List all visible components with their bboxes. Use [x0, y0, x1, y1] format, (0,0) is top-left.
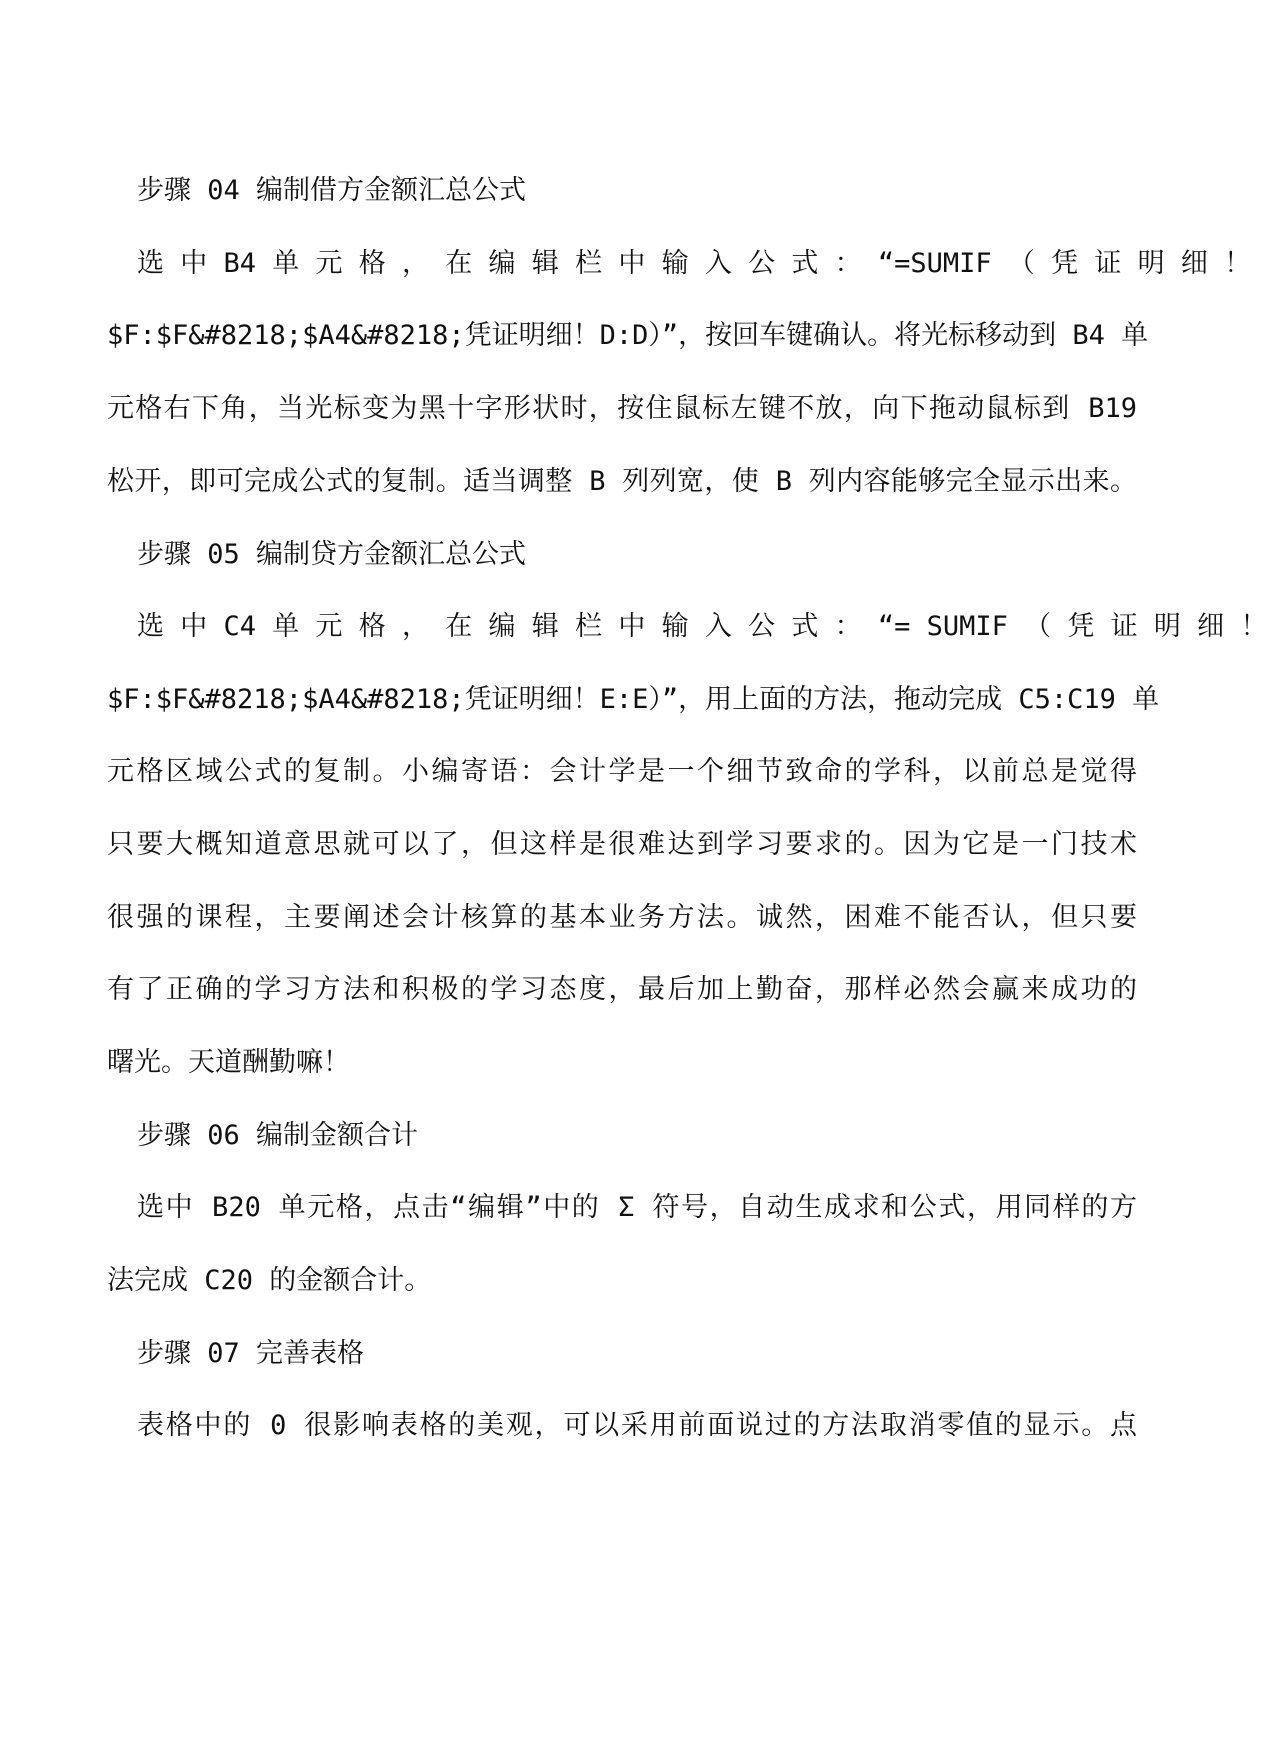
- step-05-heading: 步骤 05 编制贷方金额汇总公式: [137, 539, 527, 570]
- step-04-paragraph-line-1: 选 中 B4 单 元 格 ， 在 编 辑 栏 中 输 入 公 式 ： “=SUMIF （ 凭 证 明 细 ！: [137, 248, 1252, 279]
- step-04-paragraph-line-4: 松开，即可完成公式的复制。适当调整 B 列列宽，使 B 列内容能够完全显示出来。: [107, 466, 1137, 497]
- step-06-heading: 步骤 06 编制金额合计: [137, 1120, 419, 1151]
- step-07-heading: 步骤 07 完善表格: [137, 1338, 365, 1369]
- step-05-paragraph-line-4: 只要大概知道意思就可以了，但这样是很难达到学习要求的。因为它是一门技术: [107, 829, 1137, 860]
- step-06-paragraph-line-2: 法完成 C20 的金额合计。: [107, 1265, 432, 1296]
- step-05-paragraph-line-6: 有了正确的学习方法和积极的学习态度，最后加上勤奋，那样必然会赢来成功的: [107, 974, 1137, 1005]
- step-07-paragraph-line-1: 表格中的 0 很影响表格的美观，可以采用前面说过的方法取消零值的显示。点: [137, 1410, 1137, 1441]
- step-04-paragraph-line-3: 元格右下角，当光标变为黑十字形状时，按住鼠标左键不放，向下拖动鼠标到 B19: [107, 393, 1137, 424]
- step-04-heading: 步骤 04 编制借方金额汇总公式: [137, 175, 527, 206]
- step-05-paragraph-line-7: 曙光。天道酬勤嘛！: [107, 1047, 350, 1078]
- step-04-paragraph-line-2: $F:$F&#8218;$A4&#8218;凭证明细！D:D）”，按回车键确认。将光标移动到 B4 单: [107, 320, 1149, 351]
- step-05-paragraph-line-3: 元格区域公式的复制。小编寄语：会计学是一个细节致命的学科，以前总是觉得: [107, 756, 1137, 787]
- step-05-paragraph-line-5: 很强的课程，主要阐述会计核算的基本业务方法。诚然，困难不能否认，但只要: [107, 902, 1137, 933]
- step-05-paragraph-line-2: $F:$F&#8218;$A4&#8218;凭证明细！E:E）”，用上面的方法，拖动完成 C5:C19 单: [107, 684, 1160, 715]
- step-06-paragraph-line-1: 选中 B20 单元格，点击“编辑”中的 Σ 符号，自动生成求和公式，用同样的方: [137, 1192, 1137, 1223]
- step-05-paragraph-line-1: 选 中 C4 单 元 格 ， 在 编 辑 栏 中 输 入 公 式 ： “= SUMIF （ 凭 证 明 细 ！: [137, 611, 1267, 642]
